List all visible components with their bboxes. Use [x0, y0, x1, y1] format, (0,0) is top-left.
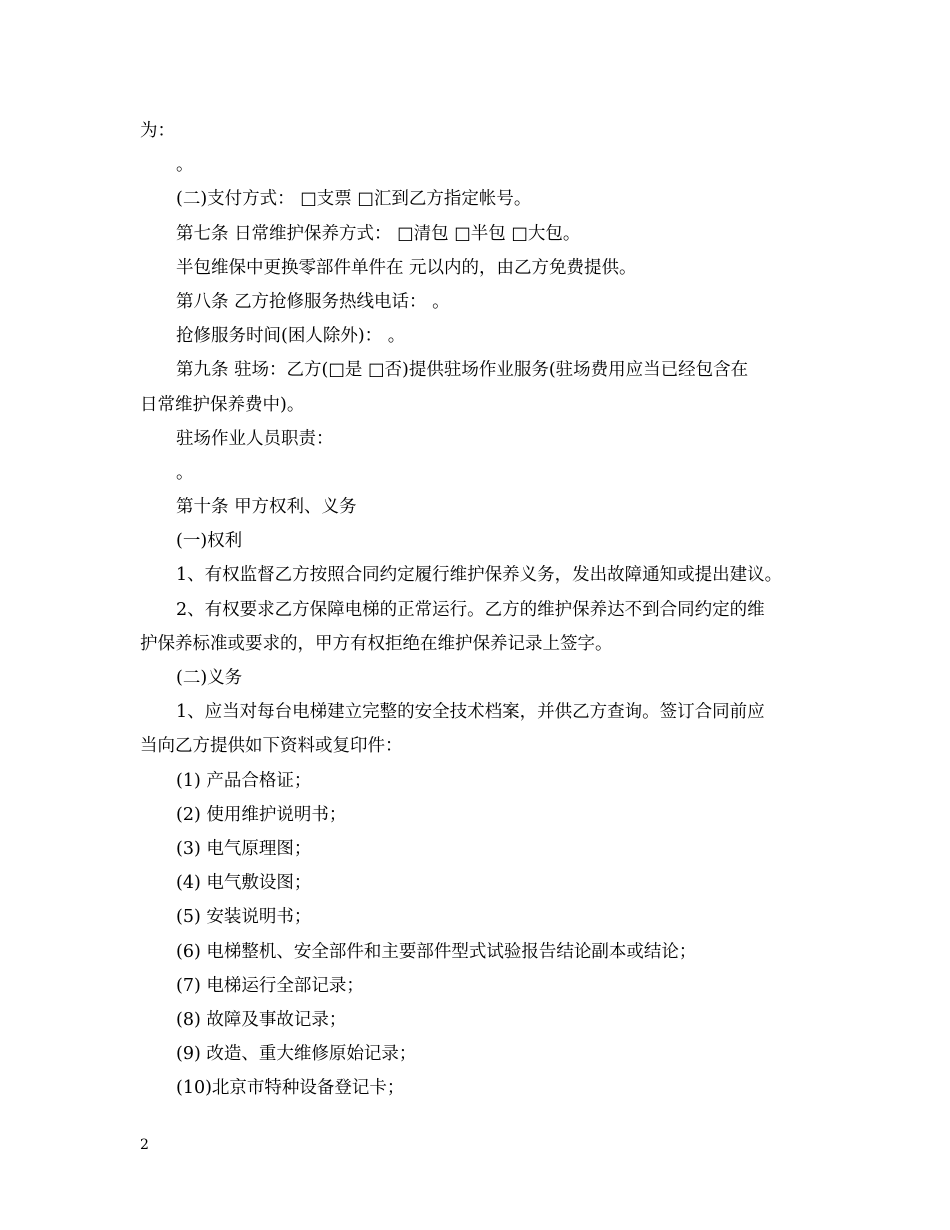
- text-line: 2、有权要求乙方保障电梯的正常运行。乙方的维护保养达不到合同约定的维: [176, 599, 765, 620]
- text-line: 第七条 日常维护保养方式： □清包 □半包 □大包。: [176, 223, 581, 244]
- text-line: (9) 改造、重大维修原始记录；: [176, 1044, 417, 1065]
- text-line: (2) 使用维护说明书；: [176, 804, 347, 825]
- text-line: (10)北京市特种设备登记卡；: [176, 1078, 405, 1099]
- text-line: (二)支付方式： □支票 □汇到乙方指定帐号。: [176, 189, 532, 210]
- text-line: (8) 故障及事故记录；: [176, 1009, 347, 1030]
- text-line: 1、应当对每台电梯建立完整的安全技术档案，并供乙方查询。签订合同前应: [176, 702, 765, 723]
- text-line: (二)义务: [176, 668, 243, 688]
- text-line: 日常维护保养费中)。: [140, 394, 305, 415]
- text-line: (一)权利: [176, 531, 243, 552]
- text-line: (6) 电梯整机、安全部件和主要部件型式试验报告结论副本或结论；: [176, 941, 697, 962]
- text-line: 第八条 乙方抢修服务热线电话： 。: [176, 291, 450, 312]
- text-line: (3) 电气原理图；: [176, 838, 312, 859]
- text-line: 为：: [140, 121, 175, 141]
- text-line: 。: [176, 462, 194, 483]
- text-line: (1) 产品合格证；: [176, 770, 312, 791]
- text-line: 。: [176, 155, 194, 176]
- text-line: 抢修服务时间(困人除外)： 。: [176, 326, 406, 347]
- text-line: 当向乙方提供如下资料或复印件：: [140, 736, 403, 757]
- text-line: 1、有权监督乙方按照合同约定履行维护保养义务，发出故障通知或提出建议。: [176, 565, 783, 586]
- text-line: 护保养标准或要求的，甲方有权拒绝在维护保养记录上签字。: [140, 633, 613, 654]
- text-line: (5) 安装说明书；: [176, 907, 312, 928]
- text-line: 驻场作业人员职责：: [176, 428, 334, 449]
- text-line: 第十条 甲方权利、义务: [176, 497, 357, 518]
- text-line: 半包维保中更换零部件单件在 元以内的，由乙方免费提供。: [176, 257, 637, 278]
- text-line: (7) 电梯运行全部记录；: [176, 975, 364, 996]
- page-number: 2: [140, 1137, 149, 1153]
- document-body: [140, 114, 816, 1105]
- text-line: 第九条 驻场：乙方(□是 □否)提供驻场作业服务(驻场费用应当已经包含在: [176, 360, 749, 381]
- text-line: (4) 电气敷设图；: [176, 873, 312, 894]
